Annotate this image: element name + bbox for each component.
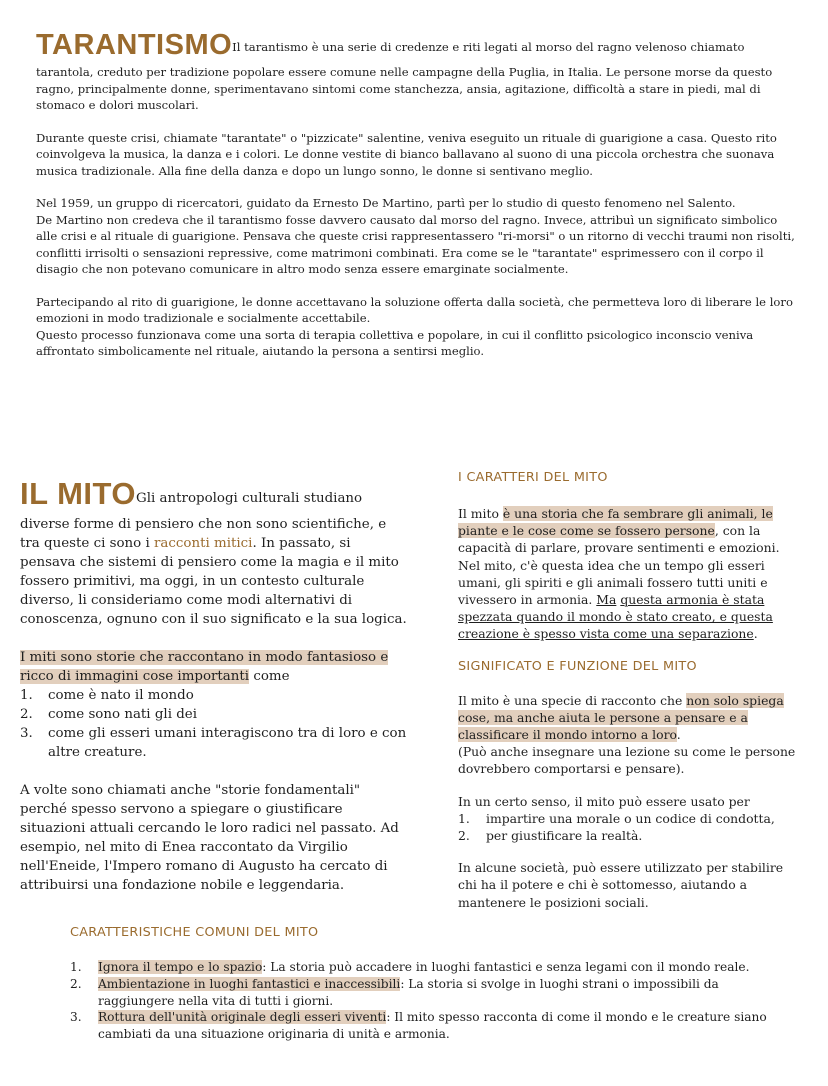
list-number: 2. [70, 976, 82, 991]
list-number: 1. [70, 960, 82, 974]
list-number: 3. [70, 1010, 82, 1025]
caratteri-underline-2: questa armonia è stata spezzata quando il mondo è stato creato, e questa creazione è spesso vista come una separazione [458, 592, 773, 642]
caratteri-underline-1: Ma [596, 592, 617, 608]
tarantismo-paragraph-3a: Nel 1959, un gruppo di ricercatori, guidato da Ernesto De Martino, partì per lo studio di questo fenomeno nel Salento. [36, 196, 736, 210]
list-text: : Il mito spesso racconta di come il mondo e le creature siano cambiati da una situazione originaria di unità e armonia. [98, 1010, 767, 1042]
tarantismo-title: TARANTISMO [36, 29, 233, 61]
mito-section [20, 475, 408, 895]
list-item [70, 959, 790, 976]
list-item [458, 827, 798, 844]
tarantismo-lead: Il tarantismo è una serie di credenze e riti legati al morso del ragno velenoso chiamato [232, 40, 745, 54]
caratteri-paragraph [458, 505, 798, 643]
mito-paragraph [20, 515, 408, 629]
list-number: 1. [458, 810, 470, 826]
tarantismo-intro [36, 28, 796, 62]
caratteri-a: Il mito [458, 506, 503, 521]
miti-definition [20, 648, 408, 686]
tarantismo-paragraph-3b: De Martino non credeva che il tarantismo fosse davvero causato dal morso del ragno. Invece, attribuì un significato simbolico alle crisi e al rituale di guarigione. Pensava che queste crisi rappresentassero "ri-morsi" o un ritorno di vecchi traumi non risolti, conflitti irrisolti o sensazioni repressive, come matrimoni combinati. Era come se le "tarantate" esprimessero con il corpo il disagio che non potevano comunicare in altro modo senza essere emarginate socialmente. [36, 212, 795, 276]
tarantismo-paragraph-4a: Partecipando al rito di guarigione, le donne accettavano la soluzione offerta dalla società, che permetteva loro di liberare le loro emozioni in modo tradizionale e socialmente accettabile. [36, 294, 793, 325]
list-highlight: Ambientazione in luoghi fantastici e inaccessibili [98, 976, 401, 991]
tarantismo-section [36, 28, 796, 360]
mito-paragraph-a: diverse forme di pensiero che non sono scientifiche, e tra queste ci sono i [20, 517, 387, 551]
comuni-list [70, 959, 790, 1043]
significato-highlight: non solo spiega cose, ma anche aiuta le persone a pensare e a classificare il mondo intorno a loro [458, 692, 784, 743]
tarantismo-paragraph-1: tarantola, creduto per tradizione popolare essere comune nelle campagne della Puglia, in Italia. Le persone morse da questo ragno, principalmente donne, sperimentavano sintomi come stanchezza, ansia, agitazione, difficoltà a stare in piedi, mal di stomaco e dolori muscolari. [36, 65, 773, 112]
caratteri-highlight: è una storia che fa sembrare gli animali, le piante e le cose come se fossero persone [458, 506, 773, 539]
list-highlight: Ignora il tempo e lo spazio [98, 960, 263, 974]
list-text: per giustificare la realtà. [486, 828, 643, 844]
list-item [20, 724, 408, 762]
significato-heading: SIGNIFICATO E FUNZIONE DEL MITO [458, 658, 697, 674]
list-item [20, 705, 408, 724]
list-number: 1. [20, 688, 33, 703]
comuni-heading: CARATTERISTICHE COMUNI DEL MITO [70, 925, 319, 940]
list-number: 2. [20, 707, 33, 722]
list-text: impartire una morale o un codice di condotta, [486, 810, 775, 826]
significato-paragraph [458, 692, 798, 744]
racconti-mitici: racconti mitici [154, 536, 253, 551]
tarantismo-paragraph-2: Durante queste crisi, chiamate "tarantate" o "pizzicate" salentine, veniva eseguito un rituale di guarigione a casa. Questo rito coinvolgeva la musica, la danza e i colori. Le donne vestite di bianco ballavano al suono di una piccola orchestra che suonava musica tradizionale. Alla fine della danza e dopo un lungo sonno, le donne si sentivano meglio. [36, 130, 777, 178]
list-text: come gli esseri umani interagiscono tra di loro e con altre creature. [48, 726, 407, 760]
caratteri-heading: I CARATTERI DEL MITO [458, 470, 608, 485]
significato-a: Il mito è una specie di racconto che [458, 692, 687, 708]
list-text: : La storia può accadere in luoghi fantastici e senza legami con il mondo reale. [262, 960, 750, 974]
mito-paragraph-b: . In passato, si pensava che sistemi di pensiero come la magia e il mito fossero primitivi, ma oggi, in un contesto culturale diverso, li consideriamo come modi alternativi di conoscenza, ognuno con il suo significato e la sua logica. [20, 536, 407, 627]
list-number: 3. [20, 726, 33, 741]
comuni-section [70, 925, 790, 1043]
list-text: come sono nati gli dei [48, 707, 198, 722]
miti-definition-highlight: I miti sono storie che raccontano in modo fantasioso e ricco di immagini cose importanti [20, 650, 389, 684]
list-item [458, 810, 798, 827]
miti-definition-rest: come [249, 669, 290, 684]
caratteri-b: , con la capacità di parlare, provare sentimenti e emozioni. Nel mito, c'è questa idea che un tempo gli esseri umani, gli spiriti e gli animali fossero tutti uniti e vivessero in armonia. [458, 523, 780, 608]
significato-list [458, 810, 798, 844]
caratteri-section [458, 470, 798, 911]
significato-senso: In un certo senso, il mito può essere usato per [458, 793, 750, 809]
list-item [70, 976, 790, 1010]
mito-intro [20, 475, 408, 513]
significato-b: . [676, 727, 681, 743]
list-number: 2. [458, 828, 470, 844]
mito-lead: Gli antropologi culturali studiano [136, 491, 363, 506]
mito-title: IL MITO [20, 476, 137, 511]
significato-societa: In alcune società, può essere utilizzato per stabilire chi ha il potere e chi è sottomesso, aiutando a mantenere le posizioni sociali. [458, 860, 784, 910]
miti-topics-list [20, 686, 408, 762]
significato-paren: (Può anche insegnare una lezione su come le persone dovrebbero comportarsi e pensare). [458, 744, 796, 777]
list-text: : La storia si svolge in luoghi strani o impossibili da raggiungere nella vita di tutti i giorni. [98, 976, 719, 1008]
storie-fondamentali: A volte sono chiamati anche "storie fondamentali" perché spesso servono a spiegare o giustificare situazioni attuali cercando le loro radici nel passato. Ad esempio, nel mito di Enea raccontato da Virgilio nell'Eneide, l'Impero romano di Augusto ha cercato di attribuirsi una fondazione nobile e leggendaria. [20, 783, 399, 893]
tarantismo-paragraph-4b: Questo processo funzionava come una sorta di terapia collettiva e popolare, in cui il conflitto psicologico inconscio veniva affrontato simbolicamente nel rituale, aiutando la persona a sentirsi meglio. [36, 327, 754, 358]
list-text: come è nato il mondo [48, 688, 194, 703]
list-highlight: Rottura dell'unità originale degli esseri viventi [98, 1010, 387, 1025]
list-item [70, 1009, 790, 1043]
list-item [20, 686, 408, 705]
caratteri-end: . [753, 626, 758, 642]
